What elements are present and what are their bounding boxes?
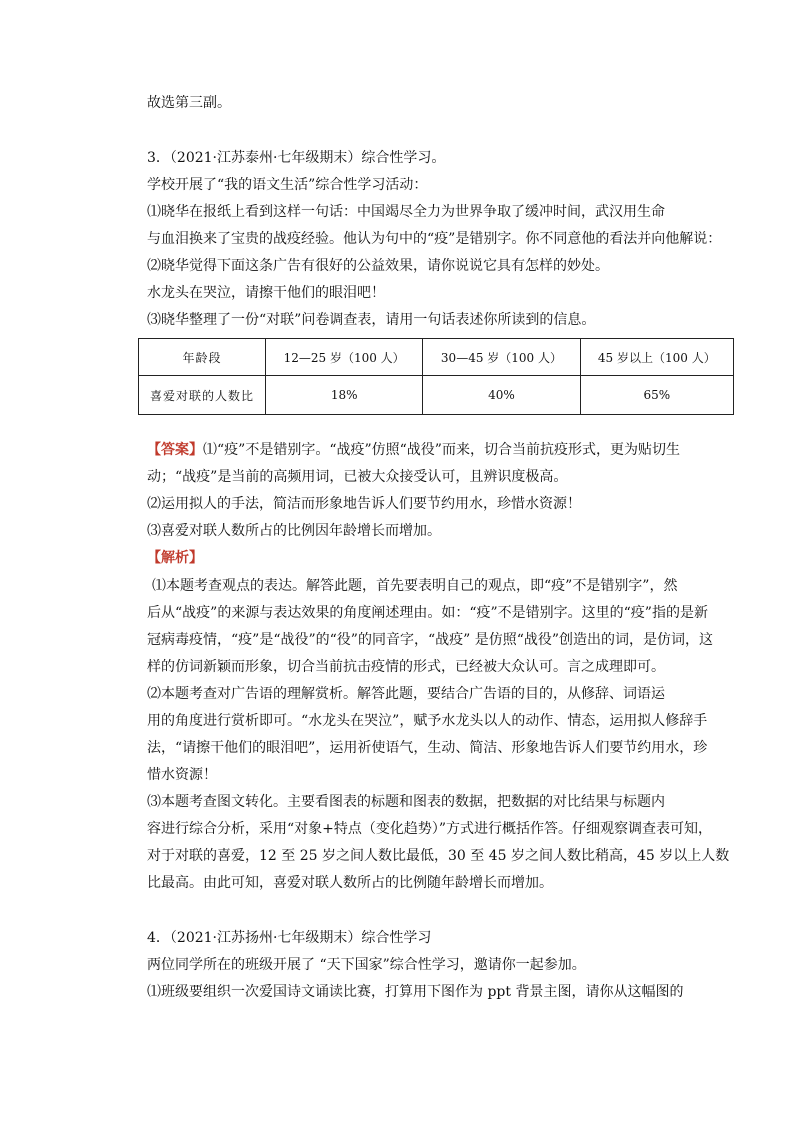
analysis-2-line-4: 惜水资源！ <box>147 767 217 783</box>
analysis-tag <box>147 548 687 568</box>
question-4-heading: 4．（2021·江苏扬州·七年级期末）综合性学习 <box>147 930 432 946</box>
analysis-label: 【解析】 <box>147 550 203 566</box>
answer-line-3: ⑵运用拟人的手法，简洁而形象地告诉人们要节约用水，珍惜水资源！ <box>147 496 581 512</box>
answer-text-1: ⑴“疫”不是错别字。“战疫”仿照“战役”而来，切合当前抗疫形式，更为贴切生 <box>203 442 680 458</box>
analysis-3-line-1: ⑶本题考查图文转化。主要看图表的标题和图表的数据，把数据的对比结果与标题内 <box>147 794 665 810</box>
analysis-3-line-2: 容进行综合分析，采用“对象+特点（变化趋势）”方式进行概括作答。仔细观察调查表可知， <box>147 821 713 837</box>
analysis-1-line-2: 后从“战疫”的来源与表达效果的角度阐述理由。如：“疫”不是错别字。这里的“疫”指的是新 <box>147 605 708 621</box>
table-cell: 年龄段 <box>139 339 266 376</box>
question-3-part1-line1: ⑴晓华在报纸上看到这样一句话：中国竭尽全力为世界争取了缓冲时间，武汉用生命 <box>147 204 665 220</box>
table-cell: 喜爱对联的人数比 <box>139 376 266 415</box>
table-header-row <box>139 339 734 376</box>
answer-line-2: 动；“战疫”是当前的高频用词，已被大众接受认可，且辨识度极高。 <box>147 469 568 485</box>
analysis-1-line-4: 样的仿词新颖而形象，切合当前抗击疫情的形式，已经被大众认可。言之成理即可。 <box>147 659 665 675</box>
analysis-2-line-2: 用的角度进行赏析即可。“水龙头在哭泣”，赋予水龙头以人的动作、情态，运用拟人修辞手 <box>147 713 708 729</box>
question-4-part1: ⑴班级要组织一次爱国诗文诵读比赛，打算用下图作为 ppt 背景主图，请你从这幅图的 <box>147 984 684 1000</box>
answer-line-1 <box>147 440 687 460</box>
analysis-2-line-3: 法，“请擦干他们的眼泪吧”，运用祈使语气，生动、简洁、形象地告诉人们要节约用水，珍 <box>147 740 708 756</box>
question-3-heading: 3．（2021·江苏泰州·七年级期末）综合性学习。 <box>147 150 446 166</box>
analysis-2-line-1: ⑵本题考查对广告语的理解赏析。解答此题，要结合广告语的目的，从修辞、词语运 <box>147 686 665 702</box>
question-3-intro: 学校开展了“我的语文生活”综合性学习活动： <box>147 177 428 193</box>
question-3-part3: ⑶晓华整理了一份“对联”问卷调查表，请用一句话表述你所读到的信息。 <box>147 312 596 328</box>
q3-previous-conclusion: 故选第三副。 <box>147 95 231 111</box>
answer-line-4: ⑶喜爱对联人数所占的比例因年龄增长而增加。 <box>147 523 441 539</box>
table-row <box>139 376 734 415</box>
table-cell: 65% <box>580 376 733 415</box>
analysis-1-line-1: ⑴本题考查观点的表达。解答此题，首先要表明自己的观点，即“疫”不是错别字”，然 <box>152 578 678 594</box>
analysis-3-line-3: 对于对联的喜爱，12 至 25 岁之间人数比最低，30 至 45 岁之间人数比稍高，45 岁以上人数 <box>147 848 730 864</box>
analysis-1-line-3: 冠病毒疫情，“疫”是“战役”的“役”的同音字，“战疫” 是仿照“战役”创造出的词，是仿词，这 <box>147 632 714 648</box>
table-cell: 18% <box>266 376 423 415</box>
advertisement-slogan: 水龙头在哭泣，请擦干他们的眼泪吧！ <box>147 285 385 301</box>
table-cell: 12—25 岁（100 人） <box>266 339 423 376</box>
question-3-part2: ⑵晓华觉得下面这条广告有很好的公益效果，请你说说它具有怎样的妙处。 <box>147 258 609 274</box>
question-3-part1-line2: 与血泪换来了宝贵的战疫经验。他认为句中的“疫”是错别字。你不同意他的看法并向他解说： <box>147 231 722 247</box>
question-4-intro: 两位同学所在的班级开展了 “天下国家”综合性学习，邀请你一起参加。 <box>147 957 586 973</box>
analysis-3-line-4: 比最高。由此可知，喜爱对联人数所占的比例随年龄增长而增加。 <box>147 875 553 891</box>
couplet-survey-table <box>138 338 734 415</box>
table-cell: 30—45 岁（100 人） <box>423 339 580 376</box>
answer-tag: 【答案】 <box>147 442 203 458</box>
table-cell: 40% <box>423 376 580 415</box>
table-cell: 45 岁以上（100 人） <box>580 339 733 376</box>
